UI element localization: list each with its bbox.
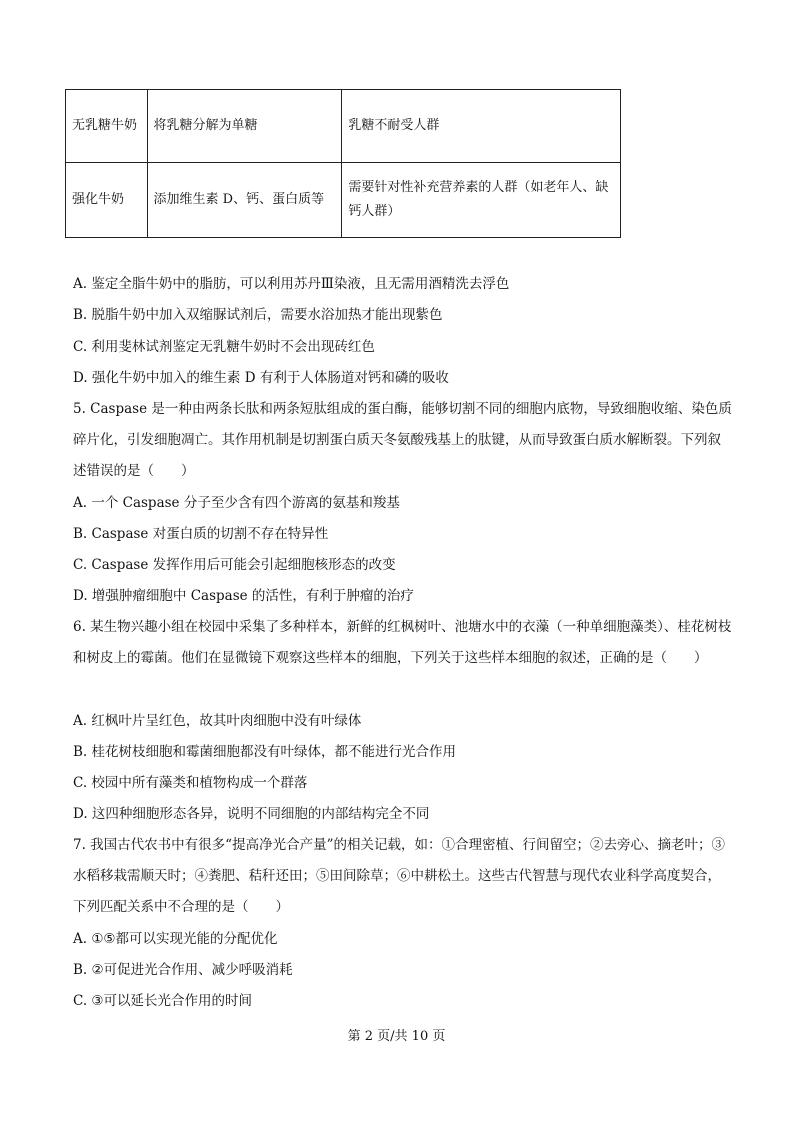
q4-option-b: B. 脱脂牛奶中加入双缩脲试剂后，需要水浴加热才能出现紫色 xyxy=(73,307,443,323)
q7-option-c: C. ③可以延长光合作用的时间 xyxy=(73,993,253,1009)
q5-option-b: B. Caspase 对蛋白质的切割不存在特异性 xyxy=(73,526,329,542)
table-cell: 乳糖不耐受人群 xyxy=(342,90,621,163)
q7-stem: 7. 我国古代农书中有很多“提高净光合产量”的相关记载，如：①合理密植、行间留空；②去旁心、摘老叶；③水稻移栽需顺天时；④粪肥、秸秆还田；⑤田间除草；⑥中耕松土。这些古代智慧与现代农业科学高度契合，下列匹配关系中不合理的是（ ） xyxy=(73,837,725,915)
q6-option-d: D. 这四种细胞形态各异，说明不同细胞的内部结构完全不同 xyxy=(73,806,430,822)
q6-option-a: A. 红枫叶片呈红色，故其叶肉细胞中没有叶绿体 xyxy=(73,713,362,729)
table-row xyxy=(66,163,621,238)
table-cell: 需要针对性补充营养素的人群（如老年人、缺钙人群） xyxy=(342,163,621,238)
table-cell: 添加维生素 D、钙、蛋白质等 xyxy=(147,163,342,238)
table-row xyxy=(66,90,621,163)
q4-option-a: A. 鉴定全脂牛奶中的脂肪，可以利用苏丹Ⅲ染液，且无需用酒精洗去浮色 xyxy=(73,276,510,292)
q6-option-b: B. 桂花树枝细胞和霉菌细胞都没有叶绿体，都不能进行光合作用 xyxy=(73,744,457,760)
milk-types-table xyxy=(65,89,621,238)
table-cell: 强化牛奶 xyxy=(66,163,148,238)
q7-option-b: B. ②可促进光合作用、减少呼吸消耗 xyxy=(73,962,293,978)
table-cell: 将乳糖分解为单糖 xyxy=(147,90,342,163)
q6-stem: 6. 某生物兴趣小组在校园中采集了多种样本，新鲜的红枫树叶、池塘水中的衣藻（一种单细胞藻类）、桂花树枝和树皮上的霉菌。他们在显微镜下观察这些样本的细胞，下列关于这些样本细胞的叙述，正确的是（ ） xyxy=(73,619,732,666)
q5-option-c: C. Caspase 发挥作用后可能会引起细胞核形态的改变 xyxy=(73,557,396,573)
q6-option-c: C. 校园中所有藻类和植物构成一个群落 xyxy=(73,775,308,791)
q5-stem: 5. Caspase 是一种由两条长肽和两条短肽组成的蛋白酶，能够切割不同的细胞内底物，导致细胞收缩、染色质碎片化，引发细胞凋亡。其作用机制是切割蛋白质天冬氨酸残基上的肽键，从而导致蛋白质水解断裂。下列叙述错误的是（ ） xyxy=(73,401,732,479)
table-cell: 无乳糖牛奶 xyxy=(66,90,148,163)
page-footer: 第 2 页/共 10 页 xyxy=(347,1029,446,1044)
q4-option-d: D. 强化牛奶中加入的维生素 D 有利于人体肠道对钙和磷的吸收 xyxy=(73,370,449,386)
q5-option-a: A. 一个 Caspase 分子至少含有四个游离的氨基和羧基 xyxy=(73,495,400,511)
q5-option-d: D. 增强肿瘤细胞中 Caspase 的活性，有利于肿瘤的治疗 xyxy=(73,588,414,604)
q7-option-a: A. ①⑤都可以实现光能的分配优化 xyxy=(73,931,278,947)
q4-option-c: C. 利用斐林试剂鉴定无乳糖牛奶时不会出现砖红色 xyxy=(73,339,375,355)
